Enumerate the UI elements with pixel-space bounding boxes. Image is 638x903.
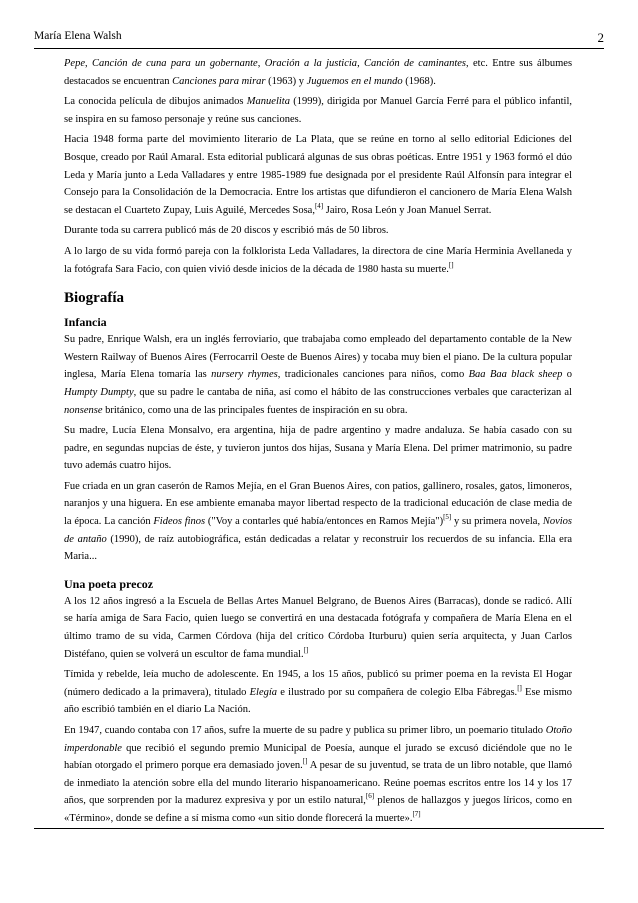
text: , tradicionales canciones para niños, como (277, 369, 469, 381)
text: y su primera novela, (451, 516, 543, 528)
text: A los 12 años ingresó a la Escuela de Bellas Artes Manuel Belgrano, de Buenos Aires (Barracas), donde se radicó. Allí se haría amiga de Sara Facio, quien luego se convertirá en una destacada fotógrafa y compañera de María Elena en el último tramo de su vida, Carmen Córdova (hija del crítico Córdoba Iturburu) quien sería arquitecta, y Juan Carlos Distéfano, quien se volverá un escultor de fama mundial. (64, 595, 572, 660)
section-heading-biografia: Biografía (64, 290, 124, 307)
paragraph-songs (64, 55, 572, 90)
reference-link[interactable]: [] (448, 260, 454, 269)
subsection-heading-poeta-precoz: Una poeta precoz (64, 576, 154, 591)
reference-link[interactable]: [] (302, 757, 308, 766)
reference-link[interactable]: [] (303, 645, 309, 654)
header-rule (34, 48, 604, 49)
text: o (562, 369, 573, 381)
song-title: Canción de caminantes (364, 58, 467, 69)
text: Jairo, Rosa León y Joan Manuel Serrat. (323, 204, 492, 216)
album-title: Juguemos en el mundo (306, 75, 403, 87)
reference-link[interactable]: [7] (412, 809, 421, 818)
paragraph-la-plata (64, 131, 572, 219)
song-title: Pepe (64, 58, 85, 69)
page-number: 2 (597, 30, 604, 45)
paragraph-first-poem (64, 666, 572, 719)
reference-link[interactable]: [4] (314, 201, 324, 210)
paragraph-bellas-artes (64, 593, 572, 663)
italic-term: nursery rhymes (211, 369, 278, 381)
text: Fue criada en un gran caserón de Ramos Mejía, en el Gran Buenos Aires, con patios, gallinero, rosales, gatos, limoneros, naranjos y una higuera. En ese ambiente emanaba mayor libertad respecto de la tradicional educación de clase media de la época. La canción (64, 480, 572, 528)
text: Ese mismo año escribió también en el diario La Nación. (64, 686, 572, 716)
book-title: Otoño imperdonable (64, 725, 572, 754)
song-title: Oración a la justicia (264, 58, 358, 69)
text: que recibió el segundo premio Municipal de Poesía, aunque el jurado se excusó diciéndole que no le habían otorgado el primero porque era demasiado joven. (64, 742, 572, 772)
paragraph-career (64, 222, 572, 240)
text: plenos de hallazgos y juegos líricos, como en «Término», donde se define a sí misma como «un sitio donde florecerá la muerte». (64, 795, 573, 824)
text: La conocida película de dibujos animados (64, 96, 247, 108)
reference-link[interactable]: [5] (443, 513, 452, 522)
paragraph-partners (64, 243, 572, 278)
text: (1999), dirigida por Manuel García Ferré para el público infantil, se inspira en su famoso personaje y reúne sus canciones. (64, 96, 573, 125)
text: A lo largo de su vida formó pareja con la folklorista Leda Valladares, la directora de cine María Herminia Avellaneda y la fotógrafa Sara Facio, con quien vivió desde inicios de la década de 1980 hasta su muerte. (64, 245, 572, 275)
text: , (85, 58, 92, 69)
page-header (34, 30, 604, 48)
text: (1968). (402, 75, 436, 87)
subsection-heading-infancia: Infancia (64, 315, 107, 330)
text: Hacia 1948 forma parte del movimiento literario de La Plata, que se reúne en torno al sello editorial Ediciones del Bosque, creado por Raúl Amaral. Esta editorial publicará algunas de sus obras poéticas. Entre 1951 y 1963 formó el dúo Leda y María junto a Leda Valladares y entre 1985-1989 fue designada por el presidente Raúl Alfonsín para integrar el Consejo para la Consolidación de la Democracia. Entre los artistas que difundieron el cancionero de María Elena Walsh se destacan el Cuarteto Zupay, Luis Aguilé, Mercedes Sosa, (64, 134, 572, 216)
text: Tímida y rebelde, leía mucho de adolescente. En 1945, a los 15 años, publicó su primer poema en la revista El Hogar (número dedicado a la primavera), titulado (64, 669, 572, 698)
text: , que su padre le cantaba de niña, así como el hábito de las construcciones verbales que caracterizan al (133, 386, 572, 398)
text: A pesar de su juventud, se trata de un libro notable, que llamó de inmediato la atención sobre ella del mundo literario hispanoamericano. Reúne poemas escritos entre los 14 y los 17 años, que sorprenden por la madurez expresiva y por un estilo natural, (64, 760, 572, 807)
reference-link[interactable]: [] (517, 683, 522, 692)
album-title: Canciones para mirar (172, 75, 266, 87)
italic-term: nonsense (64, 404, 103, 416)
song-title: Fideos finos (153, 516, 206, 528)
text: británico, como una de las principales fuentes de inspiración en su obra. (102, 404, 408, 416)
text: (1990), de raíz autobiográfica, están dedicadas a relatar y reconstruir los recuerdos de su infancia. Ella era Maria... (64, 533, 572, 563)
film-title: Manuelita (246, 96, 290, 108)
novel-title: Novios de antaño (64, 516, 572, 545)
song-title: Canción de cuna para un gobernante (91, 58, 258, 69)
text: , etc. Entre sus álbumes destacados se encuentran (64, 58, 573, 87)
paragraph-father (64, 331, 572, 419)
reference-link[interactable]: [6] (365, 792, 375, 801)
text: Su padre, Enrique Walsh, era un inglés ferroviario, que trabajaba como empleado del departamento contable de la New Western Railway of Buenos Aires (Ferrocarril Oeste de Buenos Aires) y tocaba muy bien el piano. De la cultura popular inglesa, María Elena tomaría las (64, 334, 572, 381)
italic-term: Humpty Dumpty (64, 386, 134, 398)
text: e ilustrado por su compañera de colegio Elba Fábregas. (277, 686, 518, 698)
paragraph-ramos-mejia (64, 478, 572, 566)
paragraph-first-book (64, 722, 572, 828)
article-body (64, 55, 572, 831)
text: ("Voy a contarles qué había/entonces en Ramos Mejía") (205, 516, 444, 528)
italic-term: Baa Baa black sheep (468, 369, 563, 381)
text: (1963) y (265, 75, 307, 87)
running-title: María Elena Walsh (34, 30, 122, 42)
text: , (357, 58, 365, 69)
poem-title: Elegía (249, 686, 278, 698)
footer-rule (34, 828, 604, 829)
paragraph-manuelita (64, 93, 572, 128)
text: , (257, 58, 265, 69)
text: Durante toda su carrera publicó más de 20 discos y escribió más de 50 libros. (64, 225, 389, 237)
paragraph-mother (64, 422, 572, 475)
text: Su madre, Lucía Elena Monsalvo, era argentina, hija de padre argentino y madre andaluza. Se había casado con su padre, en segundas nupcias de éste, y tuvieron juntos dos hijas, Susana y María Elena. Del primer matrimonio, su padre tuvo además cuatro hijos. (64, 425, 572, 472)
text: En 1947, cuando contaba con 17 años, sufre la muerte de su padre y publica su primer libro, un poemario titulado (64, 725, 546, 736)
